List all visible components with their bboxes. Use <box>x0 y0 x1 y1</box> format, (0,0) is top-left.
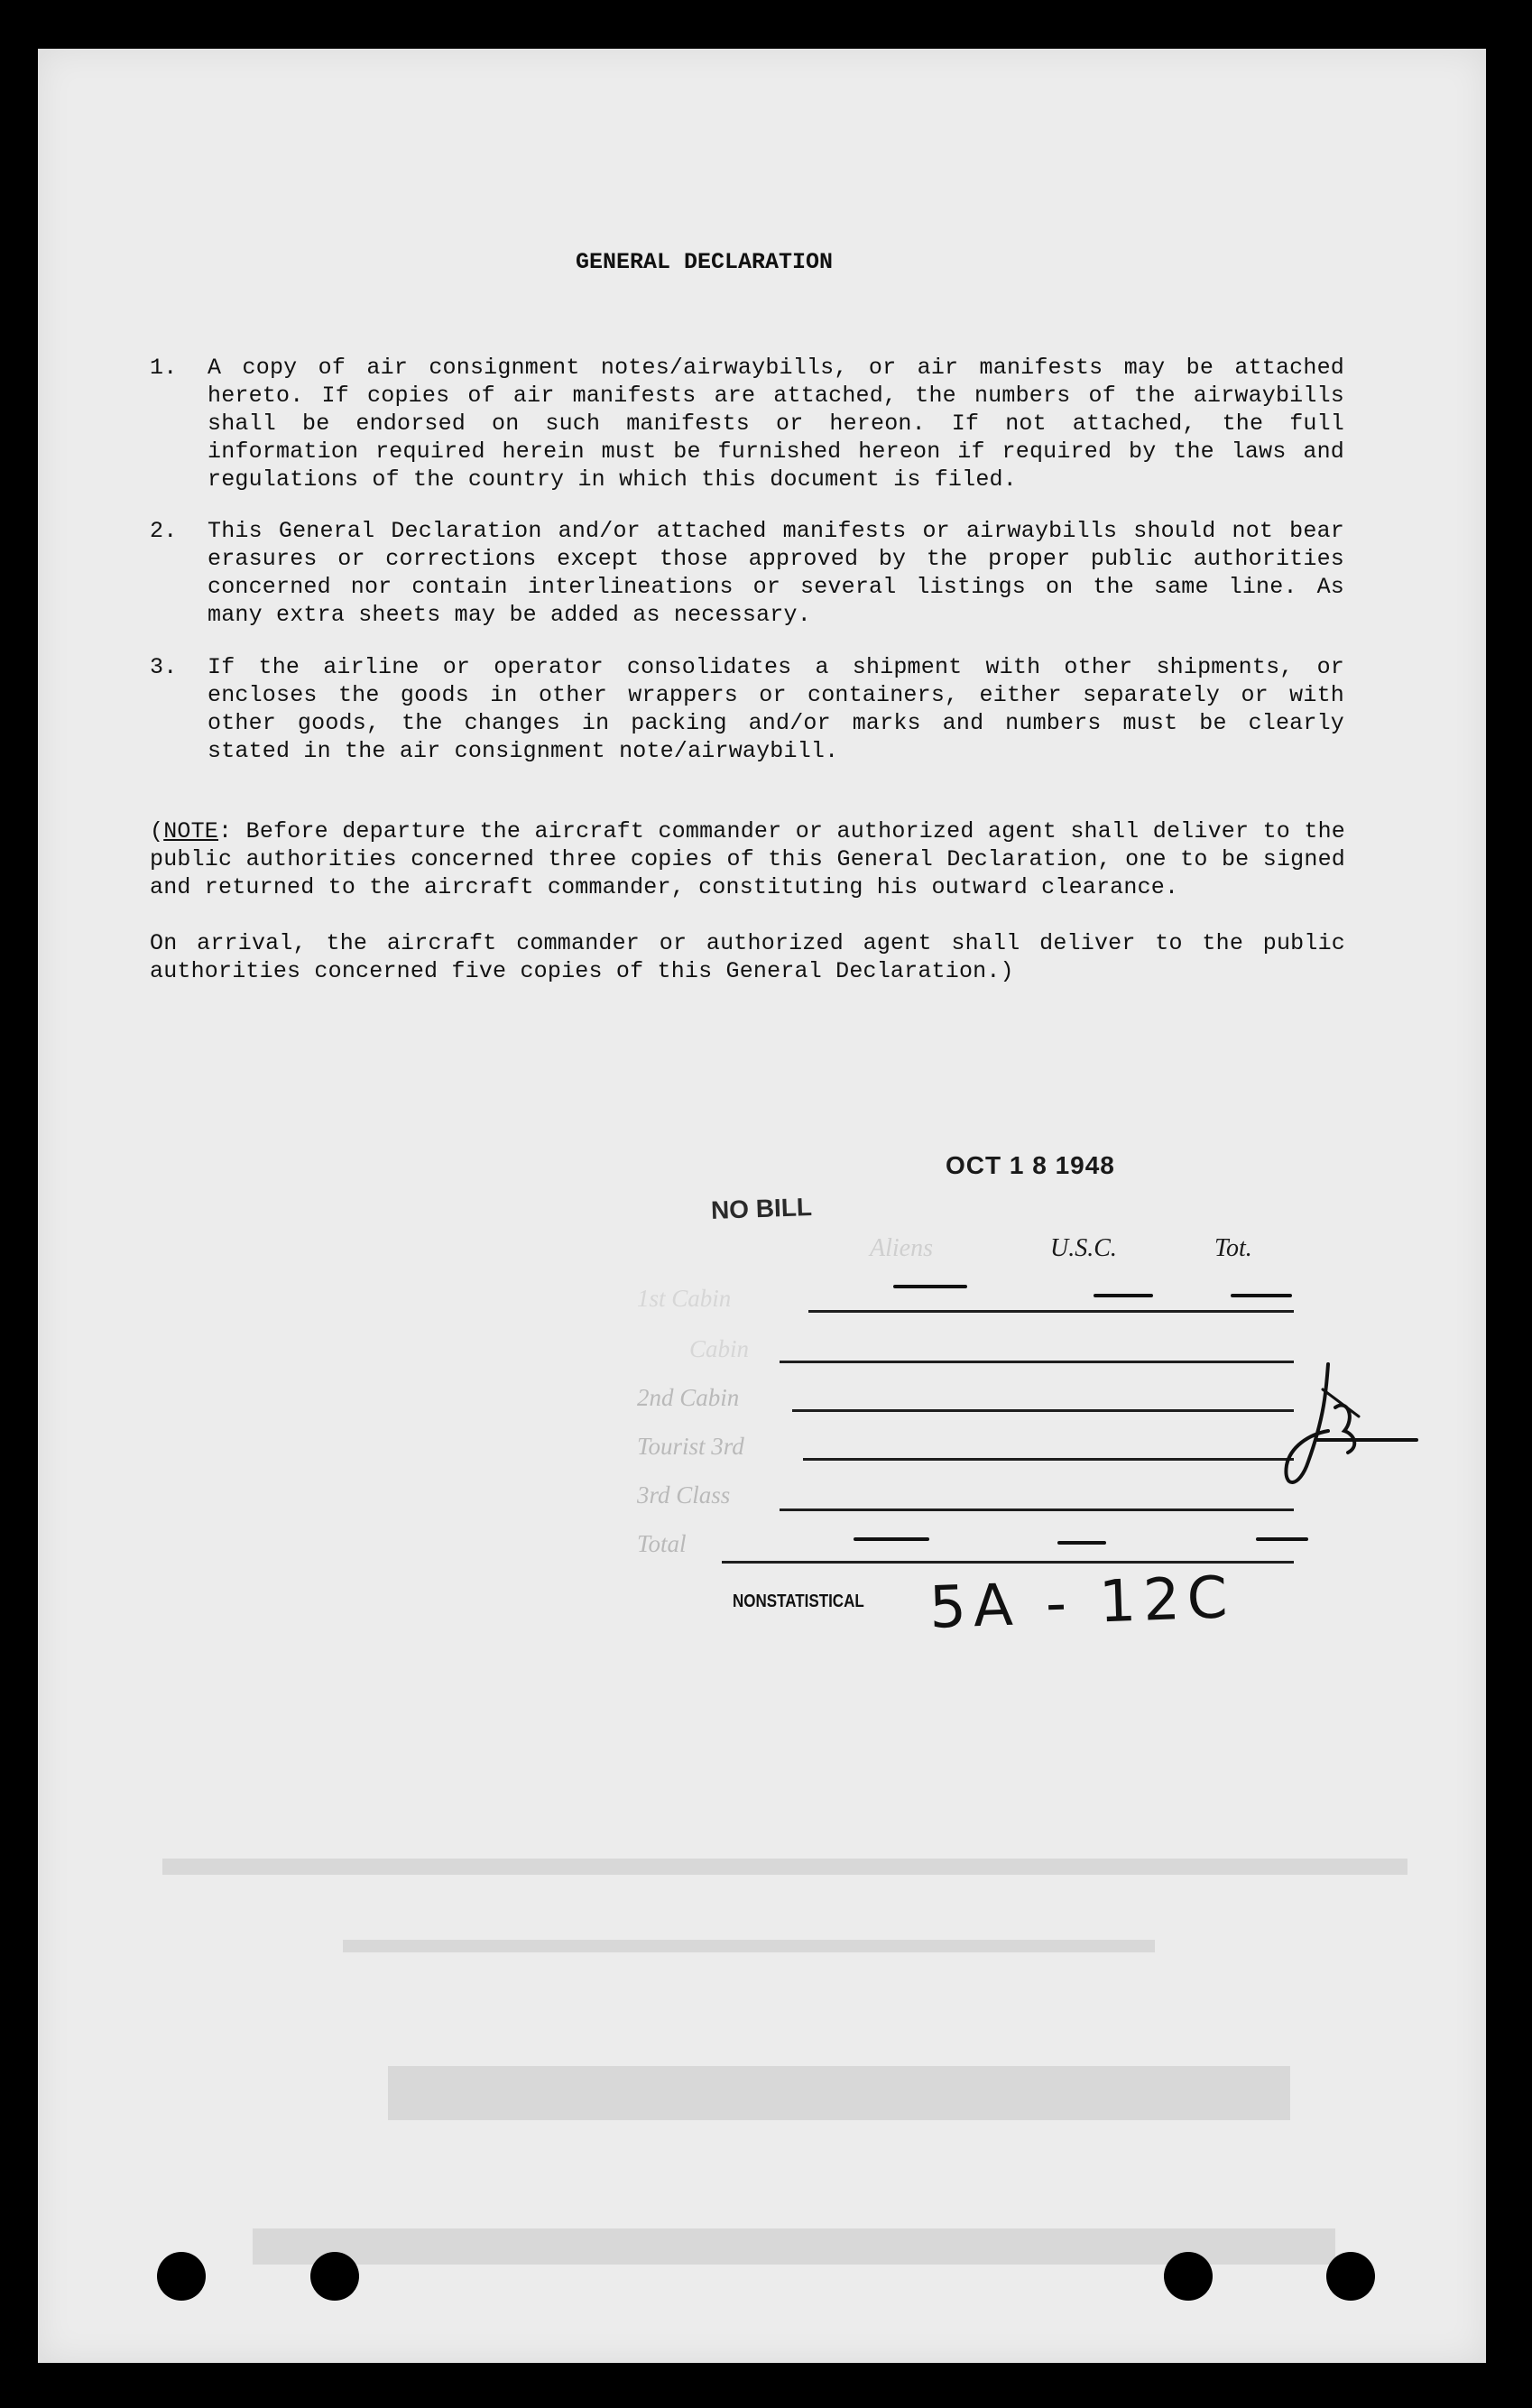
item-number: 2. <box>150 518 178 544</box>
stamp-date: OCT 1 8 1948 <box>946 1151 1115 1179</box>
note-label: NOTE <box>163 818 219 844</box>
note-text: : Before departure the aircraft commander or authorized agent shall deliver to the public authorities concerned three copies of this General Declaration, one to be signed and returned to the aircraft commander, constituting his outward clearance. <box>150 818 1345 900</box>
item-number: 3. <box>150 654 178 680</box>
row-label-total: Total <box>637 1530 687 1557</box>
item-text: If the airline or operator consolidates a shipment with other shipments, or encloses the goods in other wrappers or containers, either separately or with other goods, the changes in packing and/or marks and numbers must be clearly stated in the air consignment note/airwaybill. <box>208 654 1344 764</box>
handwritten-class-code: 5A - 12C <box>928 1564 1236 1642</box>
no-bill-stamp: NO BILL <box>710 1193 813 1224</box>
row-rule-cabin <box>780 1361 1294 1363</box>
item-number: 1. <box>150 355 178 381</box>
document-title: GENERAL DECLARATION <box>576 249 834 275</box>
punch-hole-2 <box>310 2252 359 2301</box>
row-label-tourist-3rd: Tourist 3rd <box>637 1433 744 1460</box>
punch-hole-4 <box>1326 2252 1375 2301</box>
punch-hole-1 <box>157 2252 206 2301</box>
punch-hole-3 <box>1164 2252 1213 2301</box>
total-aliens-dash <box>854 1537 929 1541</box>
total-dash <box>1231 1294 1292 1297</box>
aliens-dash <box>893 1285 967 1288</box>
row-rule-3rd-class <box>780 1508 1294 1511</box>
column-aliens: Aliens <box>870 1234 933 1262</box>
total-usc-dash <box>1057 1541 1106 1545</box>
row-label-3rd-class: 3rd Class <box>637 1481 731 1508</box>
row-rule-2nd-cabin <box>792 1409 1294 1412</box>
handwritten-initials-icon <box>1272 1353 1426 1507</box>
arrival-note: On arrival, the aircraft commander or authorized agent shall deliver to the public authorities concerned five copies of this General Declaration.) <box>150 930 1345 984</box>
row-rule-1st-cabin <box>808 1310 1294 1313</box>
column-usc: U.S.C. <box>1050 1234 1117 1262</box>
item-text: A copy of air consignment notes/airwaybills, or air manifests may be attached hereto. If copies of air manifests are attached, the numbers of the airwaybills shall be endorsed on such manifests or hereon. If not attached, the full information required herein must be furnished hereon if required by the laws and regulations of the country in which this document is filed. <box>208 355 1344 493</box>
row-label-cabin: Cabin <box>689 1335 750 1362</box>
row-label-1st-cabin: 1st Cabin <box>637 1285 732 1312</box>
note-open-paren: ( <box>150 818 164 844</box>
nonstatistical-stamp: NONSTATISTICAL <box>733 1591 864 1611</box>
row-rule-total <box>722 1561 1294 1564</box>
usc-dash <box>1094 1294 1153 1297</box>
total-total-dash <box>1256 1537 1308 1541</box>
departure-note <box>150 817 1345 901</box>
row-label-2nd-cabin: 2nd Cabin <box>637 1384 740 1411</box>
column-total: Tot. <box>1214 1234 1252 1262</box>
row-rule-tourist-3rd <box>803 1458 1294 1461</box>
item-text: This General Declaration and/or attached manifests or airwaybills should not bear erasures or corrections except those approved by the proper public authorities concerned nor contain interlineations or several listings on the same line. As many extra sheets may be added as necessary. <box>208 518 1344 628</box>
